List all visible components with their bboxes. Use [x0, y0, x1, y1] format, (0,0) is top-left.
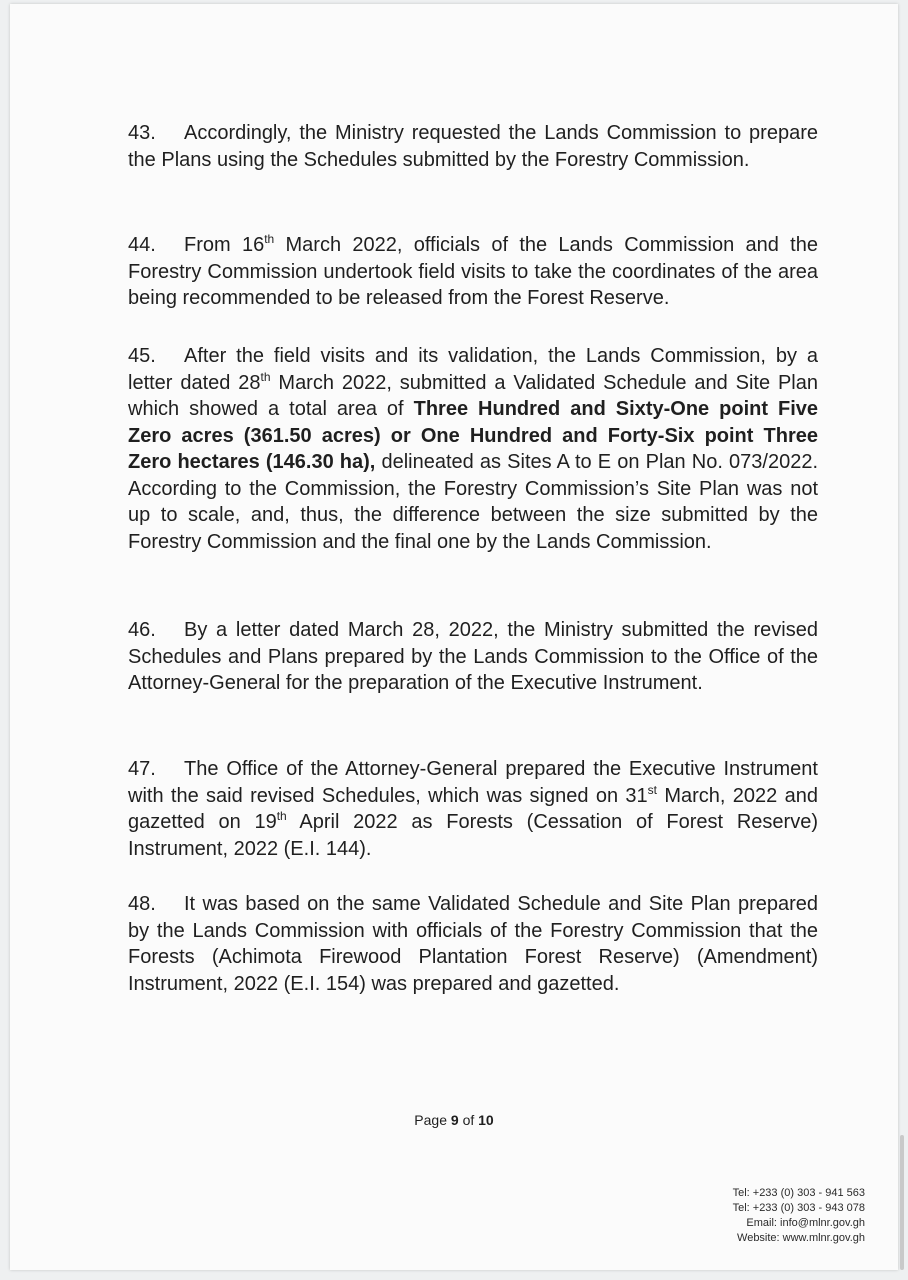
paragraph-43 — [128, 120, 818, 173]
document-page — [10, 4, 898, 1270]
paragraph-number: 44. — [128, 234, 156, 256]
paragraph-text: From 16th March 2022, officials of the Lands Commission and the Forestry Commission undertook field visits to take the coordinates of the area being recommended to be released from the Forest Reserve. — [128, 232, 818, 309]
page-label: Page — [414, 1112, 447, 1128]
paragraph-number: 46. — [128, 619, 156, 641]
paragraph-text: By a letter dated March 28, 2022, the Ministry submitted the revised Schedules and Plans prepared by the Lands Commission to the Office of the Attorney-General for the preparation of the Executive Instrument. — [128, 619, 818, 694]
paragraph-48 — [128, 891, 818, 997]
paragraph-47 — [128, 756, 818, 862]
paragraph-number: 45. — [128, 345, 156, 367]
paragraph-text: It was based on the same Validated Schedule and Site Plan prepared by the Lands Commission with officials of the Forestry Commission that the Forests (Achimota Firewood Plantation Forest Reserve) (Amendment) Instrument, 2022 (E.I. 154) was prepared and gazetted. — [128, 893, 818, 995]
page-total: 10 — [478, 1112, 494, 1128]
page-of: of — [462, 1112, 475, 1128]
phone-1: Tel: +233 (0) 303 - 941 563 — [732, 1187, 865, 1199]
contact-block — [733, 1186, 865, 1246]
paragraph-number: 47. — [128, 758, 156, 780]
email: Email: info@mlnr.gov.gh — [746, 1217, 865, 1229]
paragraph-text: Accordingly, the Ministry requested the Lands Commission to prepare the Plans using the Schedules submitted by the Forestry Commission. — [128, 122, 818, 171]
paragraph-number: 48. — [128, 893, 156, 915]
paragraph-46 — [128, 617, 818, 697]
paragraph-text: The Office of the Attorney-General prepared the Executive Instrument with the said revised Schedules, which was signed on 31st March, 2022 and gazetted on 19th April 2022 as Forests (Cessation of Forest Reserve) Instrument, 2022 (E.I. 144). — [128, 758, 818, 860]
paragraph-44 — [128, 232, 818, 312]
paragraph-45 — [128, 343, 818, 555]
page-number — [10, 1112, 898, 1128]
website: Website: www.mlnr.gov.gh — [737, 1232, 865, 1244]
paragraph-number: 43. — [128, 122, 156, 144]
page-current: 9 — [450, 1112, 459, 1128]
paragraph-text: After the field visits and its validation, the Lands Commission, by a letter dated 28th March 2022, submitted a Validated Schedule and Site Plan which showed a total area of Three Hundred and Sixty-One point Five Zero acres (361.50 acres) or One Hundred and Forty-Six point Three Zero hectares (146.30 ha), delineated as Sites A to E on Plan No. 073/2022. According to the Commission, the Forestry Commission’s Site Plan was not up to scale, and, thus, the difference between the size submitted by the Forestry Commission and the final one by the Lands Commission. — [128, 345, 819, 553]
phone-2: Tel: +233 (0) 303 - 943 078 — [732, 1202, 865, 1214]
scrollbar[interactable] — [900, 1135, 904, 1270]
